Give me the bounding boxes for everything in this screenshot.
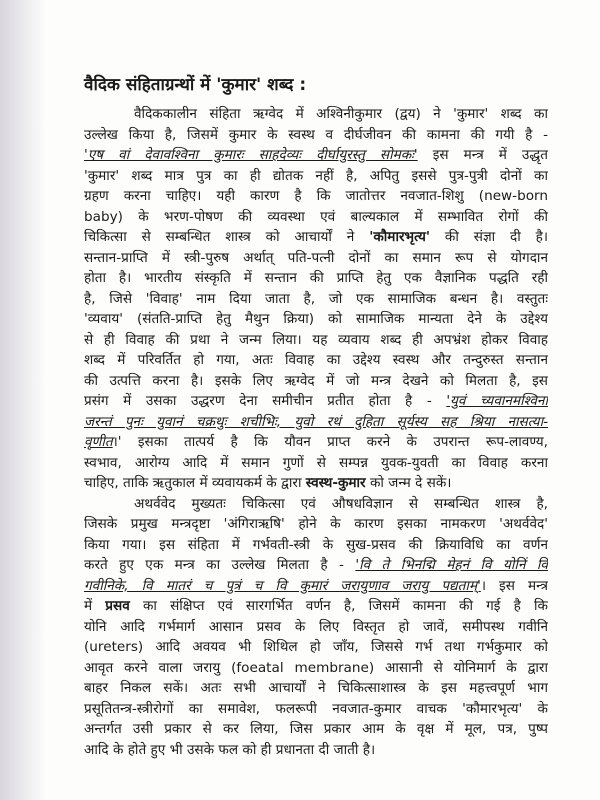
text-line — [84, 125, 548, 146]
text-segment: अन्तर्गत उसी प्रकार से कर लिया, जिस प्रकार आम के वृक्ष में मूल, पत्र, पुष्प — [84, 721, 548, 737]
text-line — [84, 494, 548, 515]
text-segment: चाहिए, ताकि ऋतुकाल में व्यवायकर्म के द्वारा — [84, 475, 306, 491]
mantra-quote: 'एष वां देवावश्विना कुमारः साहदेव्यः दीर्घायुरस्तु सोमकः' — [84, 147, 418, 163]
text-line — [84, 350, 548, 371]
text-segment: जिसके प्रमुख मन्त्रदृष्टा 'अंगिराऋषि' होने के कारण इसका नामकरण 'अथर्ववेद' — [84, 516, 548, 532]
text-line — [84, 309, 548, 330]
text-segment: होता है। भारतीय संस्कृति में सन्तान की प्राप्ति हेतु एक वैज्ञानिक पद्धति रही — [84, 270, 548, 286]
text-line — [84, 617, 548, 638]
text-segment: baby) के भरण-पोषण की व्यवस्था एवं बाल्यकाल में सम्भावित रोगों की — [84, 208, 548, 225]
text-line — [84, 658, 548, 679]
text-line — [84, 637, 548, 658]
text-line — [84, 391, 548, 412]
text-segment: का संक्षिप्त एवं सारगर्भित वर्णन है, जिसमें कामना की गई है कि — [129, 598, 548, 614]
text-line — [84, 227, 548, 248]
text-segment: किया गया। इस संहिता में गर्भवती-स्त्री के सुख-प्रसव की क्रियाविधि का वर्णन — [84, 536, 548, 553]
text-line — [84, 719, 548, 740]
text-line — [84, 248, 548, 269]
text-segment: से ही विवाह की प्रथा ने जन्म लिया। यह व्यवाय शब्द ही अपभ्रंश होकर विवाह — [84, 331, 548, 348]
text-line — [84, 699, 548, 720]
text-line — [84, 268, 548, 289]
text-line — [84, 576, 548, 597]
text-segment: स्वभाव, आरोग्य आदि में समान गुणों से सम्पन्न युवक-युवती का विवाह करना — [84, 454, 548, 471]
text-segment: है, जिसे 'विवाह' नाम दिया जाता है, जो एक सामाजिक बन्धन है। वस्तुतः — [84, 290, 548, 307]
scan-edge-shadow — [0, 0, 46, 800]
text-line — [84, 678, 548, 699]
text-segment: की संज्ञा दी है। — [430, 229, 548, 245]
text-line — [84, 207, 548, 228]
text-segment: । इस मन्त्र — [480, 577, 548, 594]
text-line — [84, 330, 548, 351]
bold-term: 'कौमारभृत्य' — [369, 229, 431, 245]
text-segment: 'कुमार' शब्द मात्र पुत्र का ही द्योतक नहीं है, अपितु इससे पुत्र-पुत्री दोनों का — [84, 167, 548, 184]
bold-term: प्रसव — [105, 598, 130, 614]
text-segment: (ureters) आदि अवयव भी शिथिल हो जाँय, जिससे गर्भ तथा गर्भकुमार को — [84, 639, 548, 655]
text-segment: शब्द में परिवर्तित हो गया, अतः विवाह का उद्देश्य स्वस्थ और तन्दुरुस्त सन्तान — [84, 352, 548, 368]
body-text — [84, 104, 548, 760]
text-line — [84, 145, 548, 166]
text-segment: प्रसूतितन्त्र-स्त्रीरोगों का समावेश, फलरूपी नवजात-कुमार वाचक 'कौमारभृत्य' के — [84, 700, 548, 717]
text-segment: वैदिककालीन संहिता ऋग्वेद में अश्विनीकुमार (द्वय) ने 'कुमार' शब्द का — [134, 106, 548, 122]
text-line — [84, 371, 548, 392]
text-segment: करते हुए एक मन्त्र का उल्लेख मिलता है - — [84, 557, 356, 573]
mantra-quote: 'युवं च्यवानमश्विना — [446, 393, 548, 409]
text-line — [84, 453, 548, 474]
document-page — [84, 72, 548, 760]
text-segment: 'व्यवाय' (संतति-प्राप्ति हेतु मैथुन क्रिया) को सामाजिक मान्यता देने के उद्देश्य — [84, 311, 548, 327]
mantra-quote: गवीनिके, वि मातरं च पुत्रं च वि कुमारं जरायुणाव जरायु पद्यताम्' — [84, 577, 481, 594]
text-line — [84, 104, 548, 125]
text-segment: योनि आदि गर्भमार्ग आसान प्रसव के लिए विस्तृत हो जावें, समीपस्थ गवीनि — [84, 618, 548, 635]
text-line — [84, 473, 548, 494]
text-segment: अथर्ववेद मुख्यतः चिकित्सा एवं औषधविज्ञान से सम्बन्धित शास्त्र है, — [134, 495, 548, 512]
text-line — [84, 535, 548, 556]
section-heading: वैदिक संहिताग्रन्थों में 'कुमार' शब्द : — [84, 75, 307, 95]
text-segment: ।' इसका तात्पर्य है कि यौवन प्राप्त करने के उपरान्त रूप-लावण्य, — [112, 434, 548, 450]
text-segment: की उत्पत्ति करना है। इसके लिए ऋग्वेद में जो मन्त्र देखने को मिलता है, इस — [84, 372, 548, 389]
text-line — [84, 514, 548, 535]
text-segment: बाहर निकल सकें। अतः सभी आचार्यों ने चिकित्साशास्त्र के इस महत्त्वपूर्ण भाग — [84, 680, 548, 696]
text-segment: ग्रहण करना चाहिए। यही कारण है कि जातोत्तर नवजात-शिशु (new-born — [84, 188, 548, 204]
mantra-quote: जरन्तं पुनः युवानं चक्रथुः शचीभिः, युवो रथं दुहिता सूर्यस्य सह श्रिया नासत्या- — [84, 413, 548, 430]
text-line — [84, 740, 548, 761]
text-segment: आदि के होते हुए भी उसके फल को ही प्रधानता दी जाती है। — [84, 741, 376, 758]
text-line — [84, 432, 548, 453]
text-line — [84, 186, 548, 207]
text-line — [84, 166, 548, 187]
text-line — [84, 412, 548, 433]
text-line — [84, 555, 548, 576]
mantra-quote: वृणीत — [84, 434, 113, 450]
text-segment: सन्तान-प्राप्ति में स्त्री-पुरुष अर्थात् पति-पत्नी दोनों का समान रूप से योगदान — [84, 249, 548, 266]
text-segment: को जन्म दे सकें। — [365, 475, 452, 491]
text-segment: प्रसंग में उसका उद्धरण देना समीचीन प्रतीत होता है - — [84, 393, 447, 409]
mantra-quote: 'वि ते भिनद्मि मेहनं वि योनिं वि — [355, 557, 548, 573]
text-segment: में — [84, 598, 106, 614]
text-line — [84, 289, 548, 310]
bold-term: स्वस्थ-कुमार — [305, 475, 366, 491]
text-segment: इस मन्त्र में उद्धृत — [417, 147, 548, 163]
text-segment: उल्लेख किया है, जिसमें कुमार के स्वस्थ व दीर्घजीवन की कामना की गयी है - — [84, 126, 548, 143]
text-segment: चिकित्सा से सम्बन्धित शास्त्र को आचार्यों ने — [84, 229, 370, 245]
text-line — [84, 596, 548, 617]
text-segment: आवृत करने वाला जरायु (foeatal membrane) आसानी से योनिमार्ग के द्वारा — [84, 659, 548, 676]
